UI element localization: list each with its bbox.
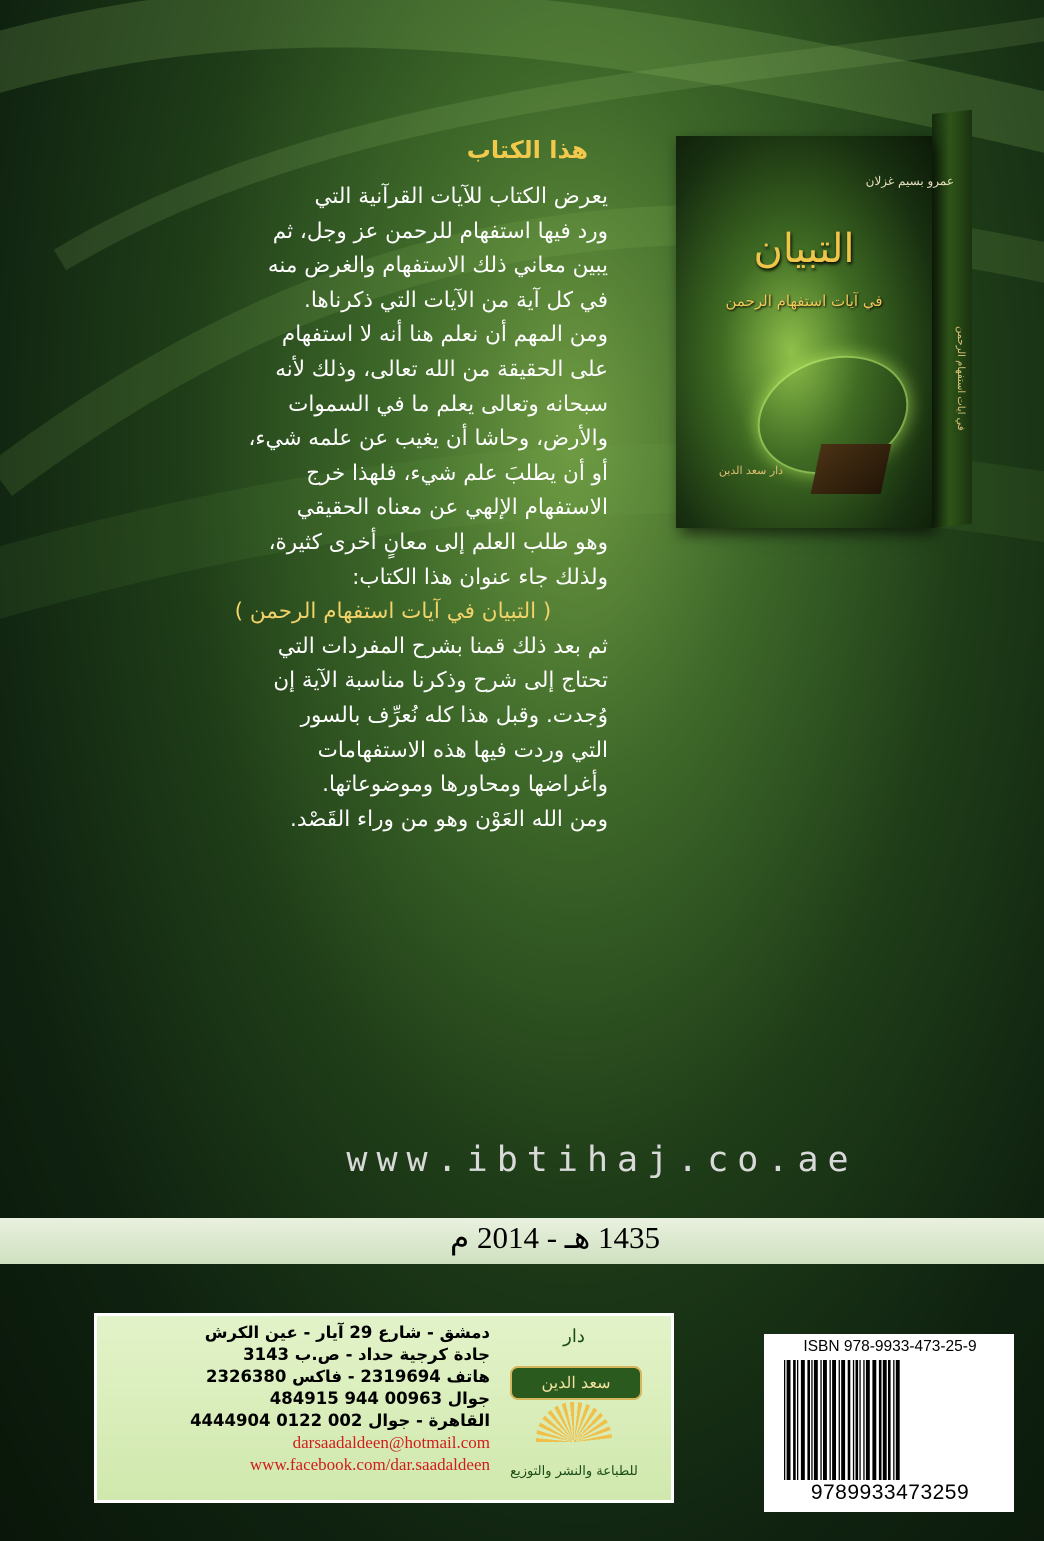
barcode-bar <box>814 1360 818 1480</box>
publisher-email: darsaadaldeen@hotmail.com <box>292 1433 490 1452</box>
about-line: في كل آية من الآيات التي ذكرناها. <box>304 287 608 313</box>
barcode-bar <box>793 1360 796 1480</box>
barcode-bar <box>872 1360 876 1480</box>
book-title: التبيان <box>753 226 855 272</box>
barcode-bar <box>863 1360 864 1480</box>
about-line: ثم بعد ذلك قمنا بشرح المفردات التي <box>277 633 608 659</box>
barcode-bar <box>859 1360 860 1480</box>
address-line: جوال 00963 944 484915 <box>269 1389 490 1408</box>
about-body <box>208 180 608 837</box>
book-subtitle: في آيات استفهام الرحمن <box>725 292 883 310</box>
book-publisher: دار سعد الدين <box>718 464 784 477</box>
barcode-bar <box>784 1360 785 1480</box>
book-author: عمرو بسيم غزلان <box>865 174 954 188</box>
address-line: هاتف 2319694 - فاكس 2326380 <box>206 1367 490 1386</box>
about-line: والأرض، وحاشا أن يغيب عن علمه شيء، <box>248 426 608 452</box>
barcode-bar <box>853 1360 854 1480</box>
about-line: ومن المهم أن نعلم هنا أنه لا استفهام <box>281 322 608 348</box>
website-url: www.ibtihaj.co.ae <box>346 1140 858 1180</box>
logo-subtitle: للطباعة والنشر والتوزيع <box>510 1464 638 1479</box>
barcode-bar <box>879 1360 882 1480</box>
address-line: دمشق - شارع 29 آيار - عين الكرش <box>204 1323 490 1342</box>
about-line: تحتاج إلى شرح وذكرنا مناسبة الآية إن <box>273 668 608 694</box>
logo-name: سعد الدين <box>510 1366 642 1400</box>
barcode-bar <box>807 1360 810 1480</box>
barcode-bar <box>801 1360 805 1480</box>
barcode <box>782 1360 996 1480</box>
barcode-bar <box>883 1360 887 1480</box>
spine-title: في آيات استفهام الرحمن <box>955 325 966 431</box>
barcode-bar <box>848 1360 851 1480</box>
about-line: وأغراضها ومحاورها وموضوعاتها. <box>322 772 608 798</box>
book-cover-image <box>676 108 972 528</box>
publisher-facebook: www.facebook.com/dar.saadaldeen <box>249 1455 490 1474</box>
quran-book-icon <box>811 444 892 494</box>
about-line: ورد فيها استفهام للرحمن عز وجل، ثم <box>272 218 608 244</box>
barcode-bar <box>839 1360 840 1480</box>
barcode-bar <box>787 1360 791 1480</box>
barcode-bar <box>820 1360 821 1480</box>
about-highlight-title: ( التبيان في آيات استفهام الرحمن ) <box>234 599 552 625</box>
about-line: وهو طلب العلم إلى معانٍ أخرى كثيرة، <box>268 529 608 555</box>
about-line: وُجدت. وقبل هذا كله نُعرِّف بالسور <box>300 702 608 728</box>
about-heading: هذا الكتاب <box>466 136 588 164</box>
barcode-bar <box>893 1360 894 1480</box>
barcode-bar <box>888 1360 891 1480</box>
about-line: ومن الله العَوْن وهو من وراء القَصْد. <box>290 806 608 832</box>
isbn-barcode-number: 9789933473259 <box>810 1481 970 1504</box>
barcode-bar <box>866 1360 870 1480</box>
about-line: التي وردت فيها هذه الاستفهامات <box>317 737 608 763</box>
barcode-bar <box>841 1360 845 1480</box>
sun-rays-icon <box>536 1402 612 1442</box>
address-line: القاهرة - جوال 002 0122 4444904 <box>190 1411 490 1430</box>
barcode-bar <box>811 1360 812 1480</box>
barcode-bar <box>823 1360 827 1480</box>
about-line: ولذلك جاء عنوان هذا الكتاب: <box>352 564 608 590</box>
barcode-bar <box>832 1360 836 1480</box>
isbn-label: ISBN 978-9933-473-25-9 <box>803 1338 977 1355</box>
about-line: الاستفهام الإلهي عن معناه الحقيقي <box>296 495 608 521</box>
barcode-bar <box>830 1360 831 1480</box>
about-line: أو أن يطلبَ علم شيء، فلهذا خرج <box>306 460 608 486</box>
about-line: يعرض الكتاب للآيات القرآنية التي <box>314 184 608 209</box>
barcode-bar <box>896 1360 900 1480</box>
publisher-address <box>100 1322 490 1476</box>
logo-dar: دار <box>563 1326 585 1347</box>
publication-date: 1435 هـ - 2014 م <box>450 1220 660 1255</box>
barcode-bar <box>797 1360 798 1480</box>
address-line: جادة كرجية حداد - ص.ب 3143 <box>243 1345 490 1364</box>
about-line: سبحانه وتعالى يعلم ما في السموات <box>288 391 608 417</box>
publisher-logo <box>486 1326 662 1488</box>
barcode-bar <box>856 1360 859 1480</box>
about-line: على الحقيقة من الله تعالى، وذلك لأنه <box>275 356 608 382</box>
about-line: يبين معاني ذلك الاستفهام والغرض منه <box>267 253 608 279</box>
